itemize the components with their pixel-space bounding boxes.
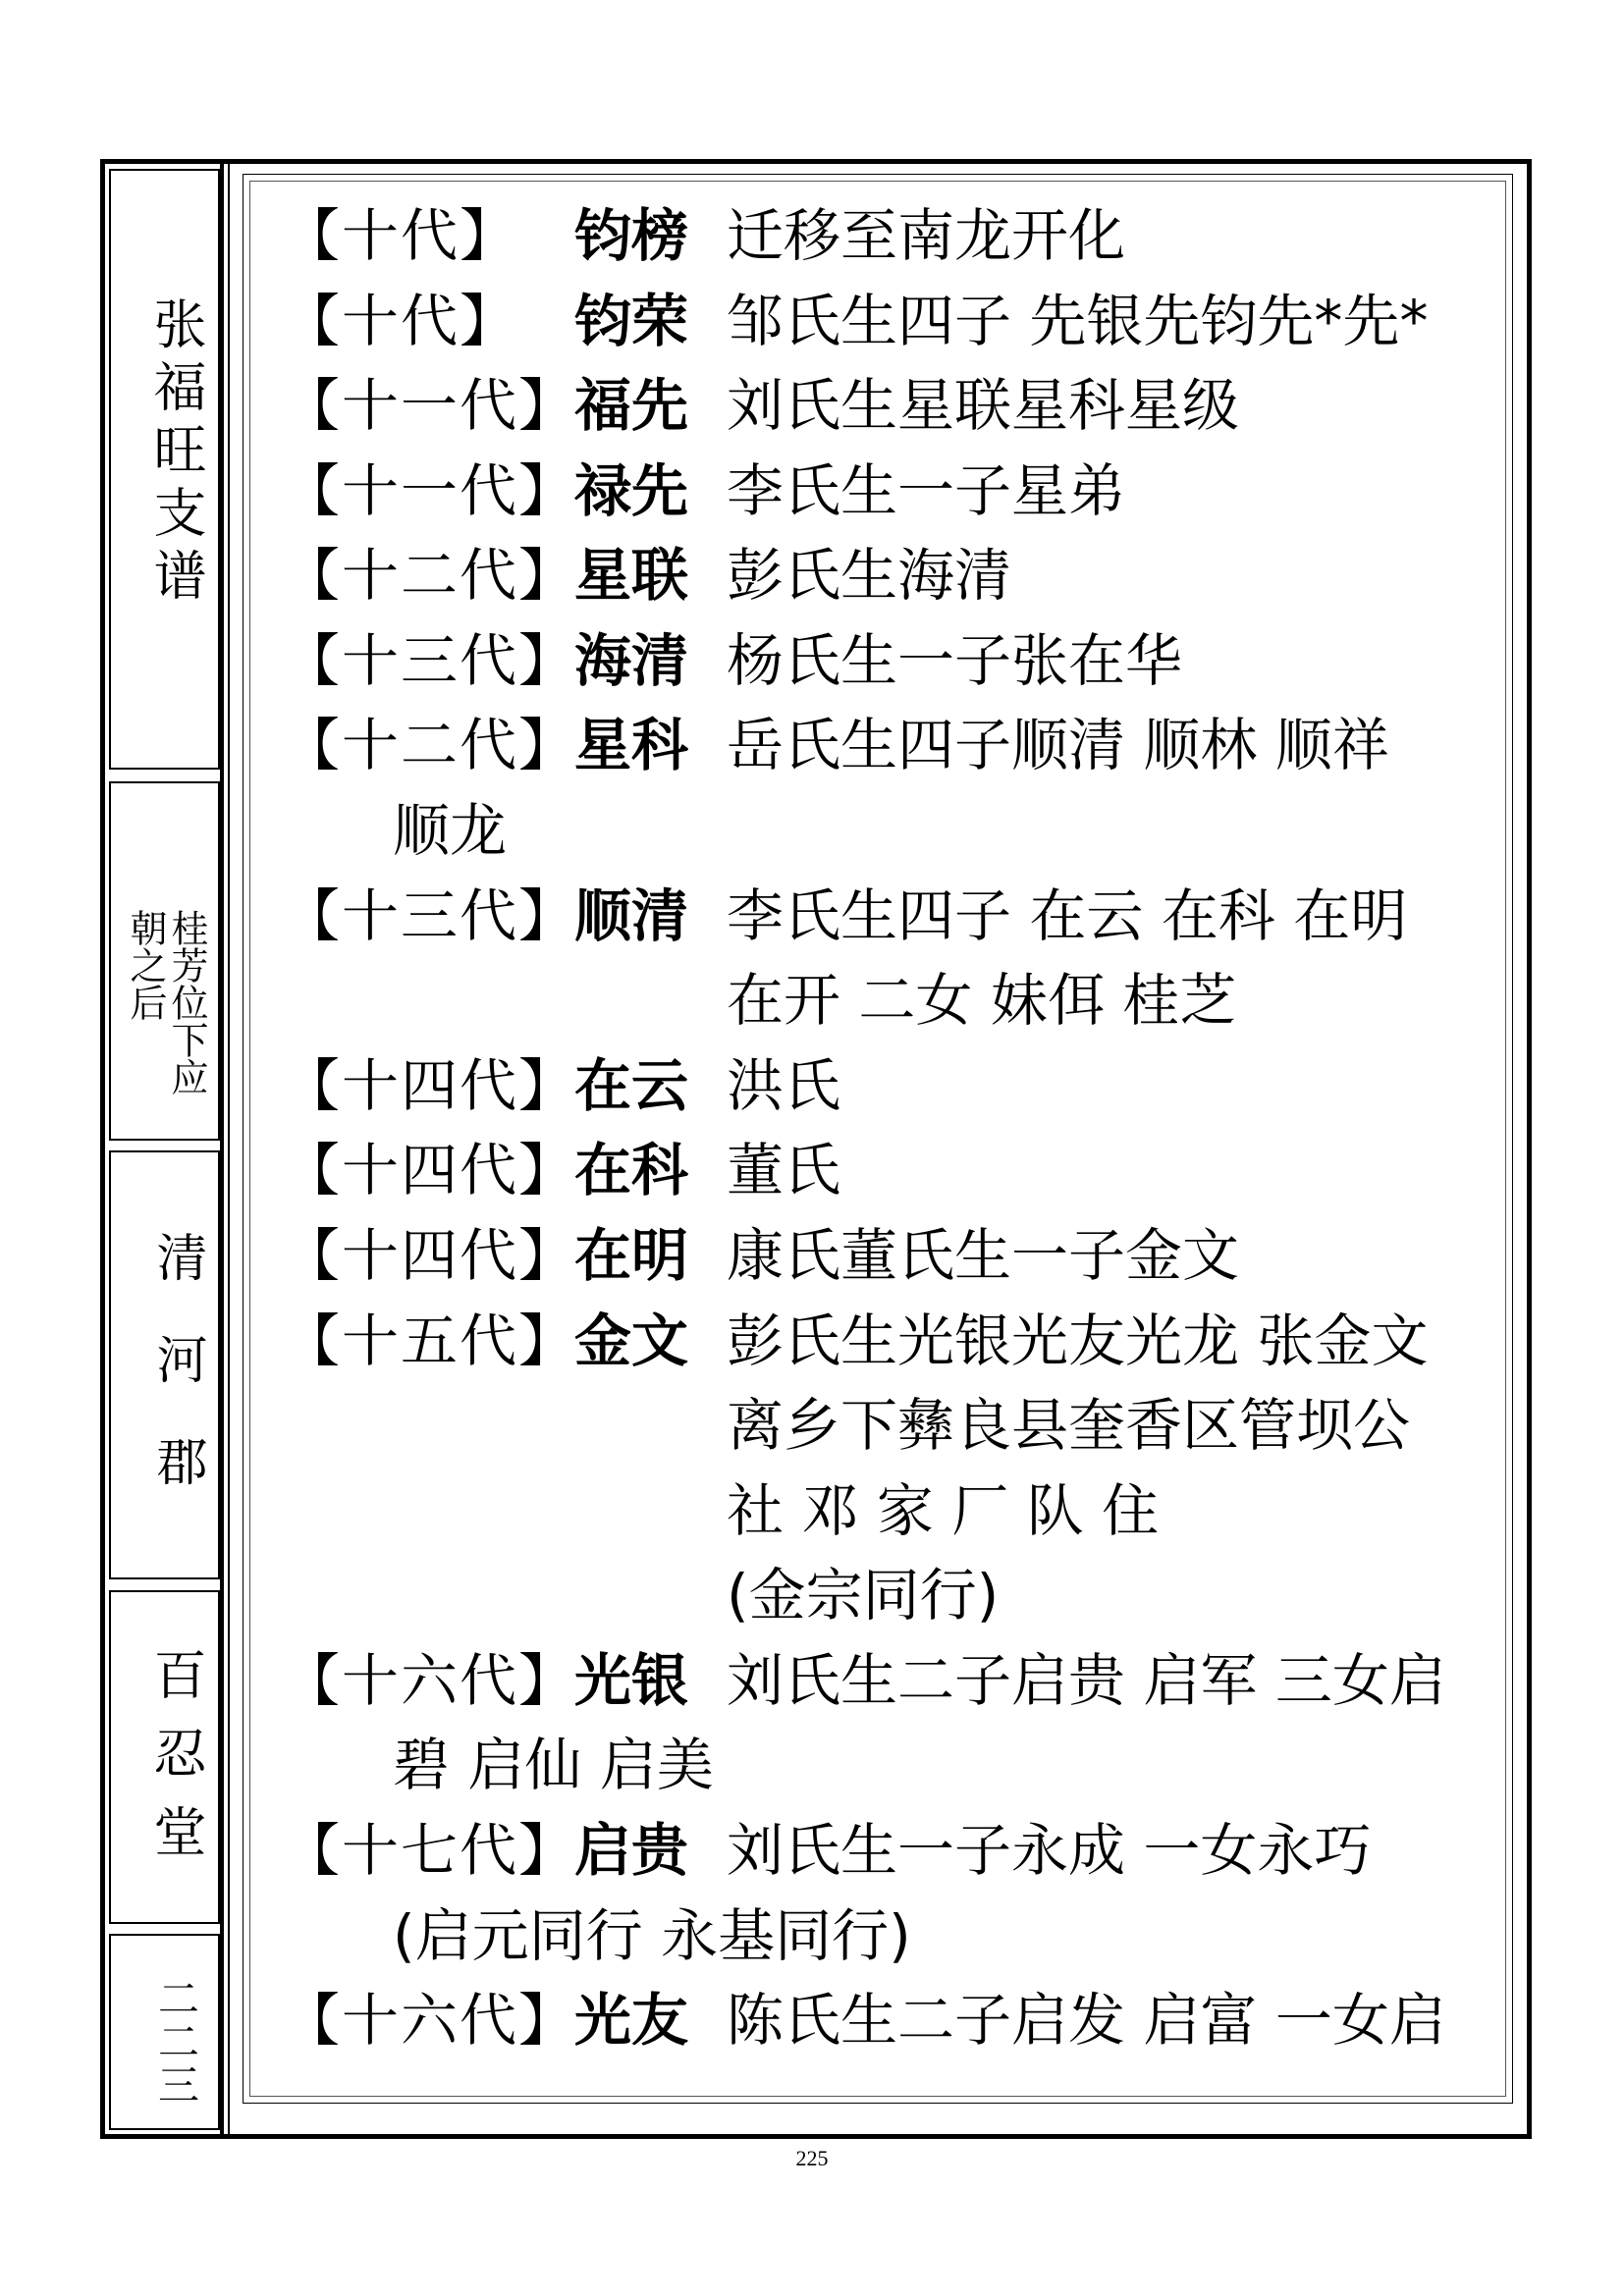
generation-label: 【十三代】 bbox=[283, 881, 578, 949]
generation-label: 【十七代】 bbox=[283, 1817, 578, 1885]
entry-description: 洪氏 bbox=[727, 1051, 841, 1119]
page-number: 225 bbox=[795, 2146, 829, 2170]
continuation-text: 顺龙 bbox=[393, 797, 508, 865]
person-name: 光友 bbox=[574, 1987, 689, 2055]
entry-description: 李氏生一子星弟 bbox=[727, 456, 1126, 524]
generation-label: 【十三代】 bbox=[283, 626, 578, 694]
generation-label: 【十二代】 bbox=[283, 712, 578, 779]
hall-name: 百忍堂 bbox=[145, 1647, 207, 1883]
entry-description: 迁移至南龙开化 bbox=[727, 202, 1126, 269]
person-name: 禄先 bbox=[574, 456, 689, 524]
generation-label: 【十一代】 bbox=[283, 456, 578, 524]
entry-description: 邹氏生四子 先银先钧先*先* bbox=[727, 287, 1429, 354]
person-name: 顺清 bbox=[574, 881, 689, 949]
entry-description: 刘氏生星联星科星级 bbox=[727, 372, 1240, 440]
entry-description: 刘氏生二子启贵 启军 三女启 bbox=[727, 1646, 1446, 1714]
continuation-text: (启元同行 永基同行) bbox=[393, 1901, 911, 1969]
generation-label: 【十四代】 bbox=[283, 1137, 578, 1204]
person-name: 光银 bbox=[574, 1646, 689, 1714]
generation-label: 【十六代】 bbox=[283, 1987, 578, 2055]
generation-label: 【十二代】 bbox=[283, 542, 578, 610]
person-name: 在云 bbox=[574, 1051, 689, 1119]
continuation-text: (金宗同行) bbox=[727, 1562, 1000, 1629]
entry-description: 董氏 bbox=[727, 1137, 841, 1204]
generation-label: 【十五代】 bbox=[283, 1307, 578, 1374]
column-divider bbox=[220, 164, 224, 2134]
entry-description: 李氏生四子 在云 在科 在明 bbox=[727, 881, 1408, 949]
column-divider-thin bbox=[228, 164, 230, 2134]
entry-description: 康氏董氏生一子金文 bbox=[727, 1221, 1240, 1289]
person-name: 福先 bbox=[574, 372, 689, 440]
branch-subtitle: 桂芳位下应朝之后 bbox=[124, 909, 208, 1095]
entry-description: 杨氏生一子张在华 bbox=[727, 626, 1183, 694]
entry-description: 陈氏生二子启发 启富 一女启 bbox=[727, 1987, 1446, 2055]
continuation-text: 碧 启仙 启美 bbox=[393, 1732, 714, 1799]
entry-description: 彭氏生海清 bbox=[727, 542, 1012, 610]
continuation-text: 社 邓 家 厂 队 住 bbox=[727, 1476, 1160, 1544]
continuation-text: 离乡下彝良县奎香区管坝公 bbox=[727, 1392, 1411, 1460]
generation-label: 【十一代】 bbox=[283, 372, 578, 440]
chinese-page-number: 二二三 bbox=[152, 1977, 200, 2107]
entry-description: 彭氏生光银光友光龙 张金文 bbox=[727, 1307, 1429, 1374]
entry-description: 刘氏生一子永成 一女永巧 bbox=[727, 1817, 1372, 1885]
genealogy-title: 张福旺支谱 bbox=[145, 296, 207, 611]
generation-label: 【十六代】 bbox=[283, 1646, 578, 1714]
side-commandery-box bbox=[109, 1150, 220, 1579]
person-name: 海清 bbox=[574, 626, 689, 694]
continuation-text: 在开 二女 妹佴 桂芝 bbox=[727, 967, 1237, 1035]
side-hall-box bbox=[109, 1590, 220, 1924]
side-subtitle-box bbox=[109, 781, 220, 1141]
person-name: 启贵 bbox=[574, 1817, 689, 1885]
side-title-box bbox=[109, 169, 220, 770]
generation-label: 【十四代】 bbox=[283, 1221, 578, 1289]
person-name: 在明 bbox=[574, 1221, 689, 1289]
side-page-box bbox=[109, 1934, 220, 2130]
person-name: 钧榜 bbox=[574, 202, 689, 269]
generation-label: 【十四代】 bbox=[283, 1051, 578, 1119]
person-name: 在科 bbox=[574, 1137, 689, 1204]
person-name: 星科 bbox=[574, 712, 689, 779]
commandery-name: 清河郡 bbox=[147, 1231, 206, 1537]
person-name: 星联 bbox=[574, 542, 689, 610]
generation-label: 【十代】 bbox=[283, 287, 519, 354]
person-name: 金文 bbox=[574, 1307, 689, 1374]
generation-label: 【十代】 bbox=[283, 202, 519, 269]
entry-description: 岳氏生四子顺清 顺林 顺祥 bbox=[727, 712, 1389, 779]
person-name: 钧荣 bbox=[574, 287, 689, 354]
